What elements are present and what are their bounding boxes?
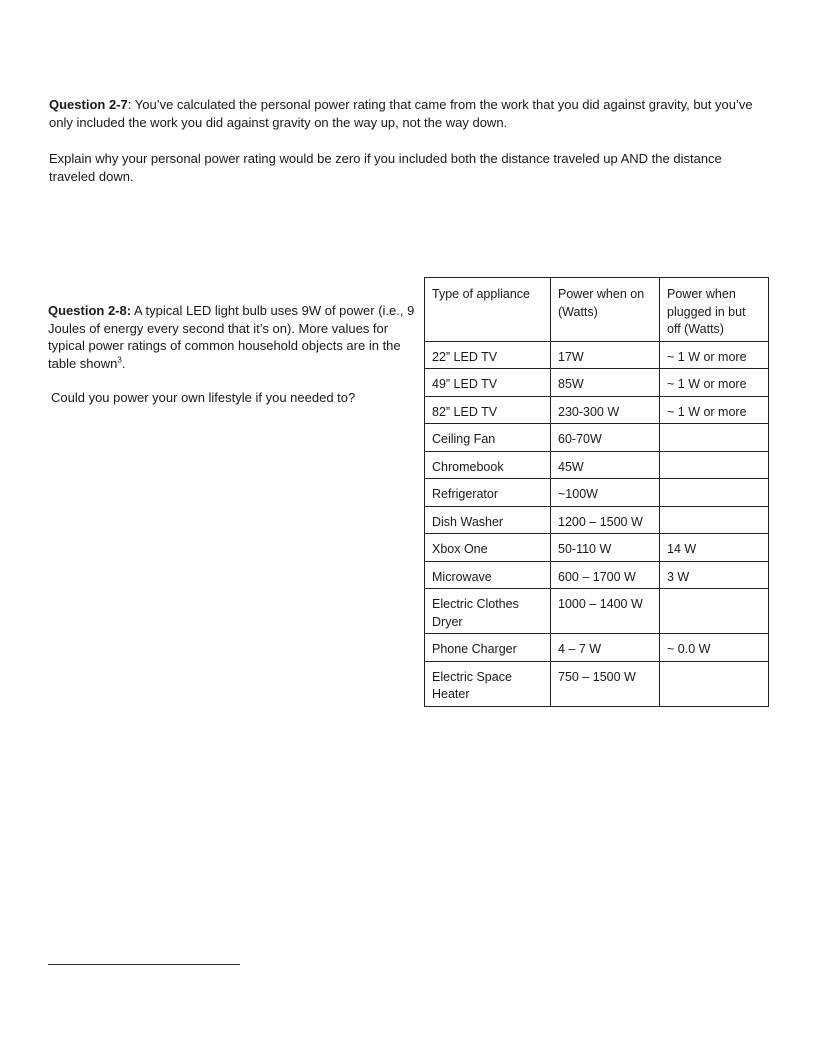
cell-power-off: 14 W — [660, 534, 769, 562]
cell-appliance: Electric Clothes Dryer — [425, 589, 551, 634]
table-row — [425, 341, 769, 369]
appliance-power-table — [424, 277, 769, 707]
table-header-row — [425, 278, 769, 342]
question-2-8-text: A typical LED light bulb uses 9W of power (i.e., 9 Joules of energy every second that it’s on). More values for typical power ratings of common household objects are in the table shown — [48, 303, 415, 371]
cell-power-on: 600 – 1700 W — [551, 561, 660, 589]
cell-power-off: ~ 1 W or more — [660, 369, 769, 397]
cell-power-off: ~ 1 W or more — [660, 341, 769, 369]
question-2-8-ask-text: Could you power your own lifestyle if you needed to? — [51, 390, 356, 405]
cell-power-on: 45W — [551, 451, 660, 479]
cell-power-off — [660, 424, 769, 452]
question-2-8-period: . — [121, 355, 126, 371]
question-2-7-explain-text: Explain why your personal power rating would be zero if you included both the distance traveled up AND the distance traveled down. — [49, 151, 722, 184]
cell-power-on: 85W — [551, 369, 660, 397]
cell-appliance: Microwave — [425, 561, 551, 589]
cell-power-on: 50-110 W — [551, 534, 660, 562]
table-row — [425, 589, 769, 634]
cell-power-off — [660, 451, 769, 479]
cell-power-on: 60-70W — [551, 424, 660, 452]
cell-power-off — [660, 589, 769, 634]
cell-appliance: Refrigerator — [425, 479, 551, 507]
question-2-8-ask — [51, 389, 421, 407]
question-2-7-text: : You’ve calculated the personal power rating that came from the work that you did against gravity, but you’ve only included the work you did against gravity on the way up, not the way down. — [49, 97, 753, 130]
header-appliance: Type of appliance — [425, 278, 551, 342]
table-row — [425, 661, 769, 706]
cell-appliance: Chromebook — [425, 451, 551, 479]
cell-appliance: 49” LED TV — [425, 369, 551, 397]
table-row — [425, 634, 769, 662]
table-row — [425, 451, 769, 479]
footnote-reference: 3 — [117, 355, 122, 365]
question-2-7-explain — [49, 150, 749, 186]
cell-power-on: ~100W — [551, 479, 660, 507]
question-2-8 — [48, 302, 418, 372]
header-power-off: Power when plugged in but off (Watts) — [660, 278, 769, 342]
cell-appliance: Phone Charger — [425, 634, 551, 662]
cell-power-on: 230-300 W — [551, 396, 660, 424]
header-power-on: Power when on (Watts) — [551, 278, 660, 342]
cell-appliance: Ceiling Fan — [425, 424, 551, 452]
cell-power-on: 1200 – 1500 W — [551, 506, 660, 534]
cell-appliance: Xbox One — [425, 534, 551, 562]
cell-appliance: Dish Washer — [425, 506, 551, 534]
cell-appliance: 22” LED TV — [425, 341, 551, 369]
table-row — [425, 506, 769, 534]
cell-power-off — [660, 479, 769, 507]
cell-power-off: ~ 1 W or more — [660, 396, 769, 424]
cell-appliance: 82” LED TV — [425, 396, 551, 424]
cell-power-on: 750 – 1500 W — [551, 661, 660, 706]
cell-power-on: 17W — [551, 341, 660, 369]
footnote-divider — [48, 964, 240, 965]
cell-power-on: 4 – 7 W — [551, 634, 660, 662]
cell-power-off — [660, 506, 769, 534]
cell-appliance: Electric Space Heater — [425, 661, 551, 706]
table-row — [425, 369, 769, 397]
question-2-8-label: Question 2-8: — [48, 303, 132, 318]
table-row — [425, 534, 769, 562]
cell-power-on: 1000 – 1400 W — [551, 589, 660, 634]
question-2-7-label: Question 2-7 — [49, 97, 128, 112]
table-row — [425, 479, 769, 507]
question-2-7 — [49, 96, 759, 132]
cell-power-off: 3 W — [660, 561, 769, 589]
cell-power-off — [660, 661, 769, 706]
table-row — [425, 396, 769, 424]
cell-power-off: ~ 0.0 W — [660, 634, 769, 662]
table-row — [425, 561, 769, 589]
table-row — [425, 424, 769, 452]
